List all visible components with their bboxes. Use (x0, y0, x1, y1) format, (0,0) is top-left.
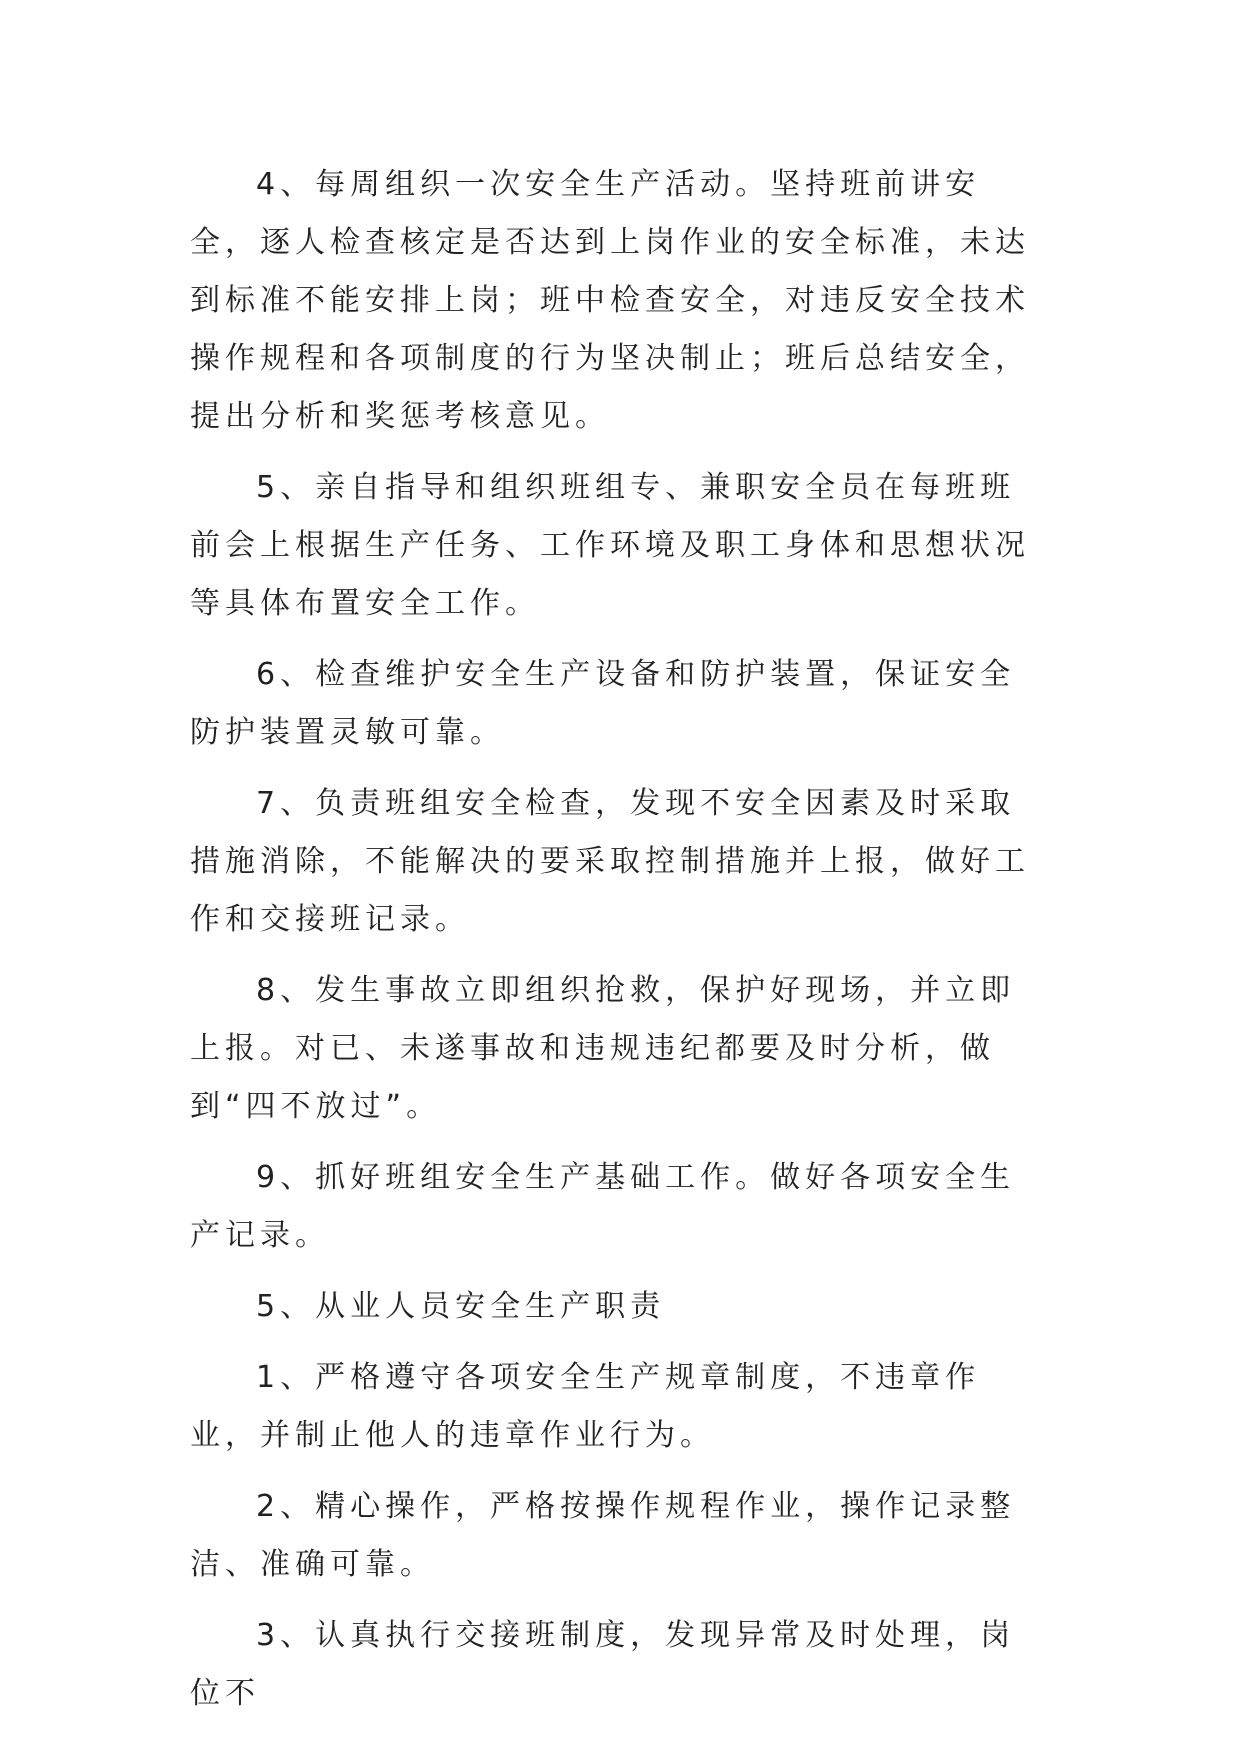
paragraph-item-7-safety-inspection: 7、负责班组安全检查，发现不安全因素及时采取措施消除，不能解决的要采取控制措施并上报，做好工作和交接班记录。 (190, 786, 1030, 937)
document-page (190, 156, 1050, 1736)
paragraph-item-6-maintain-equipment: 6、检查维护安全生产设备和防护装置，保证安全防护装置灵敏可靠。 (190, 657, 1016, 750)
paragraph-item-2-careful-operation: 2、精心操作，严格按操作规程作业，操作记录整洁、准确可靠。 (190, 1489, 1016, 1582)
paragraph-item-1-comply-rules: 1、严格遵守各项安全生产规章制度，不违章作业，并制止他人的违章作业行为。 (190, 1360, 981, 1453)
section-heading-employee-duties: 5、从业人员安全生产职责 (256, 1289, 666, 1324)
paragraph-item-3-shift-handover: 3、认真执行交接班制度，发现异常及时处理，岗位不 (190, 1618, 1016, 1711)
paragraph-item-4-weekly-safety: 4、每周组织一次安全生产活动。坚持班前讲安全，逐人检查核定是否达到上岗作业的安全标准，未达到标准不能安排上岗；班中检查安全，对违反安全技术操作规程和各项制度的行为坚决制止；班后总结安全，提出分析和奖惩考核意见。 (190, 167, 1030, 434)
paragraph-item-9-basic-work: 9、抓好班组安全生产基础工作。做好各项安全生产记录。 (190, 1160, 1016, 1253)
paragraph-item-8-accident-response: 8、发生事故立即组织抢救，保护好现场，并立即上报。对已、未遂事故和违规违纪都要及时分析，做到“四不放过”。 (190, 973, 1016, 1124)
paragraph-item-5-guide-safety-officers: 5、亲自指导和组织班组专、兼职安全员在每班班前会上根据生产任务、工作环境及职工身体和思想状况等具体布置安全工作。 (190, 470, 1030, 621)
